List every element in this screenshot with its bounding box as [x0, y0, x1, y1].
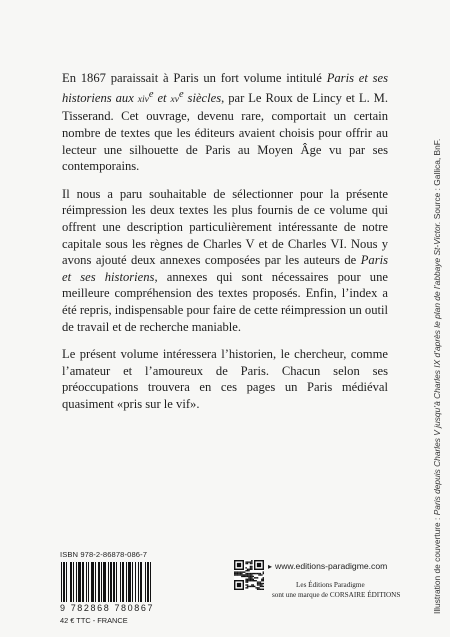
qr-module: [263, 583, 264, 584]
qr-module: [245, 580, 246, 581]
qr-module: [263, 589, 264, 590]
qr-module: [243, 574, 244, 575]
qr-module: [241, 573, 242, 574]
qr-module: [250, 567, 251, 568]
qr-module: [240, 571, 241, 572]
qr-module: [253, 573, 254, 574]
qr-module: [258, 584, 259, 585]
qr-module: [257, 573, 258, 574]
isbn-number: ISBN 978-2-86878-086-7: [60, 550, 148, 559]
paragraph-1: [62, 70, 388, 175]
paragraph-2: [62, 186, 388, 335]
qr-module: [258, 574, 259, 575]
qr-module: [261, 584, 262, 585]
qr-module: [263, 571, 264, 572]
qr-module: [257, 577, 258, 578]
publisher-mark: sont une marque de CORSAIRE ÉDITIONS: [272, 591, 401, 599]
qr-module: [257, 563, 261, 567]
qr-module: [254, 573, 255, 574]
barcode-bar: [66, 562, 67, 602]
qr-module: [250, 563, 251, 564]
credit-source: Source : Gallica, BnF.: [432, 138, 442, 220]
qr-module: [258, 581, 259, 582]
qr-module: [234, 573, 235, 574]
barcode-bar: [73, 562, 74, 602]
barcode-bar: [101, 562, 102, 602]
qr-module: [258, 573, 259, 574]
qr-module: [250, 569, 251, 570]
qr-module: [248, 586, 249, 587]
qr-module: [253, 584, 254, 585]
barcode-bar: [128, 562, 131, 602]
paragraph-3: Le présent volume intéressera l’historien, le chercheur, comme l’amateur et l’amoureux de Paris. Chacun selon ses préoccupations trouvera en ces pages un Paris médiéval quasiment «pris sur le vif».: [62, 347, 388, 411]
qr-module: [245, 573, 246, 574]
qr-module: [235, 574, 236, 575]
barcode-bar: [103, 562, 106, 602]
qr-module: [248, 579, 249, 580]
qr-module: [251, 586, 252, 587]
qr-module: [237, 571, 238, 572]
qr-module: [237, 573, 238, 574]
qr-module: [247, 569, 248, 570]
qr-module: [245, 584, 246, 585]
price: 42 € TTC - FRANCE: [60, 616, 128, 625]
qr-module: [255, 577, 256, 578]
qr-module: [250, 577, 251, 578]
qr-module: [261, 579, 262, 580]
qr-module: [240, 573, 241, 574]
qr-module: [257, 587, 258, 588]
qr-module: [263, 573, 264, 574]
qr-module: [251, 566, 252, 567]
barcode-bar: [61, 562, 62, 602]
qr-module: [261, 586, 262, 587]
web-link-icon: ▸: [268, 562, 273, 571]
qr-module: [247, 573, 248, 574]
qr-module: [251, 573, 252, 574]
qr-module: [245, 570, 246, 571]
barcode-bar: [88, 562, 89, 602]
barcode-bar: [116, 562, 117, 602]
qr-module: [247, 563, 248, 564]
barcode-bar: [150, 562, 151, 602]
qr-module: [247, 587, 248, 588]
qr-module: [247, 576, 248, 577]
qr-module: [251, 576, 252, 577]
p1-text-a: En 1867 paraissait à Paris un fort volume intitulé: [62, 71, 322, 85]
qr-module: [244, 576, 245, 577]
qr-module: [250, 561, 251, 562]
qr-module: [248, 570, 249, 571]
qr-module: [247, 580, 248, 581]
barcode-bar: [108, 562, 109, 602]
qr-module: [258, 589, 259, 590]
p2-text-b: , annexes qui sont nécessaires pour une meilleure compréhension des textes proposés. Enfin, l’index a été repris, indispensable pour faire de cette réimpression un outil de travail et de recherche maniable.: [62, 269, 388, 334]
barcode-bar: [122, 562, 124, 602]
isbn-block: [60, 550, 190, 625]
qr-module: [237, 583, 241, 587]
qr-module: [261, 589, 262, 590]
qr-module: [234, 571, 235, 572]
qr-module: [251, 580, 252, 581]
publisher-name: Les Éditions Paradigme: [296, 581, 365, 589]
qr-module: [263, 577, 264, 578]
qr-module: [257, 584, 258, 585]
qr-module: [251, 561, 252, 562]
qr-module: [257, 583, 258, 584]
qr-module: [247, 586, 248, 587]
barcode-bar: [82, 562, 84, 602]
qr-module: [247, 561, 248, 562]
barcode-bar: [126, 562, 127, 602]
qr-module: [240, 574, 241, 575]
back-cover-text: [62, 70, 388, 423]
sup-e-2: e: [178, 88, 184, 100]
qr-module: [250, 586, 251, 587]
qr-module: [245, 587, 246, 588]
barcode-bar: [135, 562, 136, 602]
barcode-bar: [70, 562, 72, 602]
barcode-bar: [120, 562, 121, 602]
qr-module: [260, 573, 261, 574]
qr-module: [255, 587, 256, 588]
century-xv: xv: [170, 94, 179, 105]
barcode-bar: [113, 562, 115, 602]
qr-module: [251, 569, 252, 570]
barcode-bar: [98, 562, 100, 602]
qr-module: [260, 574, 261, 575]
qr-module: [248, 580, 249, 581]
qr-module: [245, 567, 246, 568]
cover-credit: [432, 139, 442, 614]
qr-module: [245, 581, 246, 582]
barcode-bar: [138, 562, 139, 602]
qr-module: [248, 573, 249, 574]
qr-module: [238, 573, 239, 574]
qr-module: [254, 577, 255, 578]
qr-module: [241, 571, 242, 572]
qr-module: [251, 567, 252, 568]
qr-module: [260, 586, 261, 587]
qr-module: [261, 574, 262, 575]
qr-module: [248, 577, 249, 578]
qr-module: [235, 571, 236, 572]
qr-module: [245, 574, 246, 575]
qr-module: [250, 574, 251, 575]
qr-module: [251, 574, 252, 575]
qr-module: [253, 580, 254, 581]
qr-module: [243, 576, 244, 577]
qr-module: [248, 569, 249, 570]
barcode-bar: [78, 562, 81, 602]
qr-module: [260, 583, 261, 584]
barcode-bar: [110, 562, 112, 602]
qr-module: [250, 576, 251, 577]
qr-module: [237, 563, 241, 567]
qr-module: [245, 576, 246, 577]
qr-module: [238, 571, 239, 572]
qr-module: [245, 579, 246, 580]
p2-book-title: Paris et ses historiens: [62, 253, 388, 284]
barcode-bar: [132, 562, 133, 602]
qr-module: [248, 561, 249, 562]
qr-module: [253, 576, 254, 577]
qr-module: [237, 574, 238, 575]
qr-module: [251, 560, 252, 561]
qr-code-icon: [234, 560, 264, 590]
website[interactable]: [268, 561, 387, 571]
qr-module: [258, 587, 259, 588]
website-label: www.editions-paradigme.com: [275, 561, 388, 571]
qr-module: [251, 579, 252, 580]
qr-module: [255, 573, 256, 574]
qr-module: [254, 580, 255, 581]
qr-module: [263, 579, 264, 580]
qr-module: [238, 574, 239, 575]
qr-module: [245, 561, 246, 562]
qr-module: [258, 583, 259, 584]
qr-module: [247, 579, 248, 580]
qr-module: [243, 571, 244, 572]
qr-module: [250, 573, 251, 574]
barcode-bar: [95, 562, 96, 602]
qr-module: [253, 579, 254, 580]
qr-module: [247, 581, 248, 582]
qr-module: [245, 563, 246, 564]
qr-module: [248, 576, 249, 577]
p2-text-a: Il nous a paru souhaitable de sélectionner pour la présente réimpression les deux textes les plus fournis de ce volume qui offrent une description particulièrement intéressante de notre capitale sous les règnes de Charles V et de Charles VI. Nous y avons ajouté deux annexes composées par les auteurs de: [62, 186, 388, 268]
qr-module: [244, 574, 245, 575]
barcode-bar: [63, 562, 65, 602]
qr-module: [253, 586, 254, 587]
p1-book-title: Paris et ses historiens aux: [62, 71, 388, 105]
qr-module: [247, 574, 248, 575]
qr-module: [241, 576, 242, 577]
qr-module: [244, 571, 245, 572]
qr-module: [257, 581, 258, 582]
qr-module: [260, 581, 261, 582]
qr-module: [250, 580, 251, 581]
qr-module: [251, 563, 252, 564]
p1-text-b: , par Le Roux de Lincy et L. M. Tisserand. Cet ouvrage, devenu rare, comportait un certain nombre de textes que les éditeurs avaient choisis pour offrir au lecteur une silhouette de Paris au Moyen Âge vu par ses contemporains.: [62, 90, 389, 174]
barcode-bar: [145, 562, 146, 602]
qr-module: [260, 584, 261, 585]
qr-module: [247, 584, 248, 585]
credit-caption: Paris depuis Charles V jusqu’à Charles IX d’après le plan de l’abbaye St-Victor.: [432, 221, 442, 516]
qr-module: [251, 584, 252, 585]
qr-module: [257, 589, 258, 590]
qr-module: [247, 570, 248, 571]
p1-siecles: siècles: [183, 90, 222, 105]
barcode-bar: [86, 562, 87, 602]
qr-module: [254, 586, 255, 587]
century-xiv: xiv: [137, 94, 149, 105]
qr-module: [263, 586, 264, 587]
qr-module: [235, 573, 236, 574]
credit-label: Illustration de couverture :: [432, 517, 442, 614]
barcode-bar: [147, 562, 149, 602]
qr-module: [251, 577, 252, 578]
qr-module: [241, 574, 242, 575]
qr-module: [261, 583, 262, 584]
qr-module: [263, 580, 264, 581]
sup-e-1: e: [148, 88, 154, 100]
barcode-bar: [91, 562, 94, 602]
barcode: [60, 562, 184, 602]
barcode-digits: 9 782868 780867: [60, 603, 155, 613]
qr-module: [250, 579, 251, 580]
qr-module: [255, 580, 256, 581]
qr-module: [248, 574, 249, 575]
p1-et: et: [153, 90, 171, 105]
qr-module: [250, 566, 251, 567]
barcode-bar: [140, 562, 142, 602]
barcode-bar: [76, 562, 77, 602]
qr-module: [260, 589, 261, 590]
qr-module: [234, 574, 235, 575]
qr-module: [261, 580, 262, 581]
